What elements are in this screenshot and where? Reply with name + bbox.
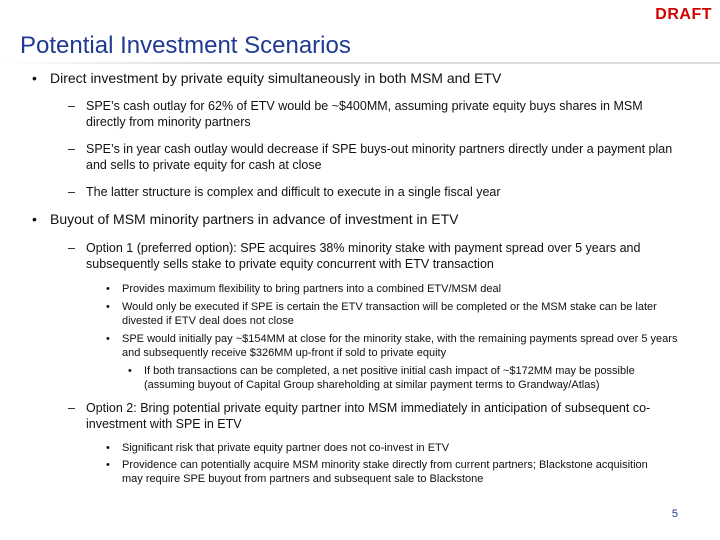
- bullet-marker: •: [32, 70, 37, 86]
- sub-sub-bullet-text: Significant risk that private equity partner does not co-invest in ETV: [122, 442, 450, 454]
- sub-bullet-text: The latter structure is complex and difficult to execute in a single fiscal year: [86, 185, 501, 199]
- bullet-marker: •: [128, 365, 132, 377]
- dash-marker: –: [68, 99, 75, 113]
- sub-bullet-item: [68, 141, 678, 173]
- sub-sub-bullet-text: Would only be executed if SPE is certain the ETV transaction will be completed or the MSM stake can be later divested if ETV deal does not close: [122, 301, 657, 327]
- bullet-marker: •: [106, 442, 110, 454]
- sub-bullet-item: [68, 240, 693, 272]
- bullet-item: [32, 70, 692, 87]
- sub-sub-bullet-text: Providence can potentially acquire MSM minority stake directly from current partners; Blackstone acquisition may require SPE buyout from partners and subsequent sale to Blackstone: [122, 459, 648, 485]
- sub-sub-bullet-text: Provides maximum flexibility to bring partners into a combined ETV/MSM deal: [122, 283, 502, 295]
- sub-sub-bullet-item: [106, 283, 696, 297]
- page-title: Potential Investment Scenarios: [20, 32, 351, 59]
- bullet-text: Direct investment by private equity simultaneously in both MSM and ETV: [50, 70, 502, 86]
- sub-bullet-item: [68, 98, 678, 130]
- sub-bullet-item: [68, 184, 678, 200]
- bullet-marker: •: [106, 301, 110, 313]
- sub-sub-bullet-text: SPE would initially pay ~$154MM at close for the minority stake, with the remaining payments spread over 5 years and subsequently receive $326MM up-front if sold to private equity: [122, 333, 678, 359]
- level4-bullet-item: [128, 365, 688, 392]
- sub-bullet-item: [68, 400, 668, 432]
- title-divider: [0, 62, 720, 64]
- dash-marker: –: [68, 185, 75, 199]
- draft-label: DRAFT: [655, 6, 712, 23]
- bullet-text: Buyout of MSM minority partners in advance of investment in ETV: [50, 211, 459, 227]
- sub-bullet-text: SPE’s in year cash outlay would decrease if SPE buys-out minority partners directly under a payment plan and sells to private equity for cash at close: [86, 142, 673, 172]
- dash-marker: –: [68, 241, 75, 255]
- sub-bullet-text: SPE’s cash outlay for 62% of ETV would be ~$400MM, assuming private equity buys shares in MSM directly from minority partners: [86, 99, 643, 129]
- sub-sub-bullet-item: [106, 442, 666, 456]
- sub-bullet-text: Option 1 (preferred option): SPE acquires 38% minority stake with payment spread over 5 years and subsequently sells stake to private equity concurrent with ETV transaction: [86, 241, 641, 271]
- bullet-marker: •: [106, 333, 110, 345]
- bullet-marker: •: [106, 283, 110, 295]
- page-number: 5: [671, 508, 678, 520]
- sub-sub-bullet-item: [106, 333, 696, 360]
- sub-sub-bullet-item: [106, 459, 666, 486]
- bullet-marker: •: [32, 211, 37, 227]
- bullet-marker: •: [106, 459, 110, 471]
- level4-bullet-text: If both transactions can be completed, a net positive initial cash impact of ~$172MM may be possible (assuming buyout of Capital Group shareholding at similar payment terms to Grandway/Atlas): [144, 365, 635, 391]
- sub-bullet-text: Option 2: Bring potential private equity partner into MSM immediately in anticipation of subsequent co-investment with SPE in ETV: [86, 401, 651, 431]
- sub-sub-bullet-item: [106, 301, 696, 328]
- dash-marker: –: [68, 401, 75, 415]
- dash-marker: –: [68, 142, 75, 156]
- bullet-item: [32, 211, 692, 228]
